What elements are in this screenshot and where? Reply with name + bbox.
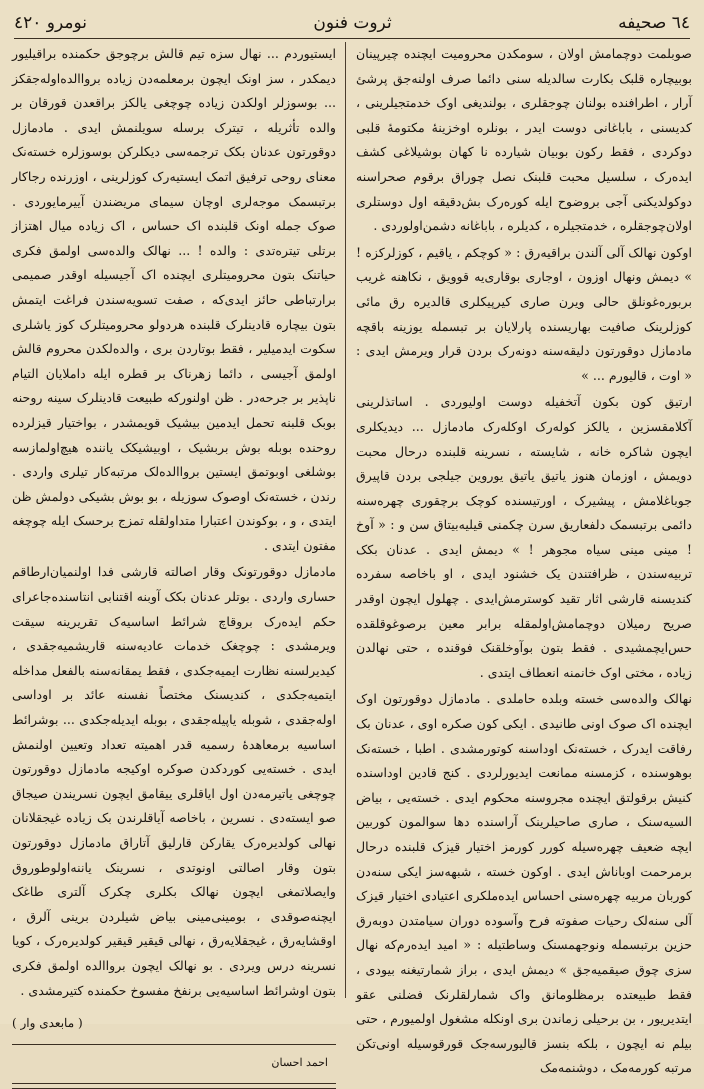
author-signature: احمد احسان	[271, 1055, 328, 1069]
issue-number: نومرو ٤٢٠	[14, 13, 88, 33]
paragraph: ایستیوردم ... نهال سزه تیم قالش برچوجق حکمنده براقیلیور دیمکدر ، سز اونک ایچون برمعلمه‌دن زیاده برواالده‌اوله‌جقکز ... بوسوزلر اولکدن زیاده چوچغی یالکز براقعدن قورقان بر والده تأثریله ، تیترک برسله سویلنمش ایدی . مادمازل دوقورتون عدنان بکک ترجمه‌سی دیکلرکن بوسوزلره خسته‌نک معنای روحی ترفیق اتمک ایستیه‌رک کوزلرینی ، اوزرنده رجاکار برتبسمک موجه‌لری اوچان سیمای مریضندن آییرمایوردی . صوک جمله اونک قلبنده اک حساس ، اک زیاده میال اهتزاز برتلی تیتره‌تدی : والده ! ... نهالک والده‌سی اولمق فکری حیاتنک بتون محرومیتلری ایچنده اک آجیسیله اوقدر صمیمی برارتباطی حائز ایدی‌که ، صفت تسویه‌سندن فراغت ایتمش بتون بیچاره قادینلرک قلبنده هردولو محرومیتلرک کوز یاشلری سکوت ایدمیلیر ، فقط بوتاردن بری ، والده‌لکدن محروم قالش اولمق آجیسی ، دائما زهرناک بر قطره ایله داملایان التیام ناپذیر بر جرحه‌در . ظن اولنورکه طبیعت قادینلرک سینه روحنه بوبک قلبنه تحمل ایدمین بیشیک قویمشدر ، بواختیار قیزلرده روحنده بوبله بوش بربشیک ، اوبیشیکک یاننده هیچ‌اولمازسه بوشلغی اوبوتمق ایستین برواالده‌لک مرتبه‌کار تیلری واردی . رندن ، خسته‌نک اوصوک سوزیله ، بو بوش بشیکی دولمش ظن ایتدی ، و ، بوکوندن اعتبارا متداولقله تمزج برحسک ایله چوچغه مفتون ایتدی .	[12, 46, 336, 553]
divider	[12, 1044, 336, 1045]
double-rule	[12, 1083, 336, 1089]
right-column	[356, 42, 692, 1076]
paragraph: اوکون نهالک آلی آلندن براقیه‌رق : « کوچکم ، یاقیم ، کوزلرکزه ! » دیمش ونهال اوزون ، اوجاری بوقاری‌یه قوویق ، نکاهنه غریب بربوره‌غونلق حالی ویرن صاری کیرپیکلری قالدیره رق مائی کوزلرینک صافیت بهاریسنده پارلایان بر تبسمله یوزینه باقچه مادمازل دوقورتون دلیقه‌سنه دونه‌رک بردن قرار ویرمش ایدی : « اوت ، قالیورم ... »	[356, 244, 692, 383]
left-column	[12, 42, 336, 1069]
page-number: ٦٤ صحیفه	[618, 13, 690, 33]
page-header	[14, 8, 690, 39]
column-divider	[345, 42, 346, 998]
paragraph: صوبلمت دوچمامش اولان ، سومکدن محرومیت ایچنده چیرپینان بوبیچاره قلبک بکارت سالدیله سنی دائما صرف اولنه‌جق پرشئ آرار ، اطرافنده بولنان چوجقلری ، بولندیغی اوک خدمتجیلرینی ، کدیسنی ، باباغانی دوست ایدر ، بونلره اوخزینهٔ مکتومهٔ قلبی دوکردی ، فقط رکون بوبیان شیارده نا کهان بوشیلاغی کشف ایده‌رک ، سلسیل محبت قلبنک نصل چوراق برقوم صحراسنه دوکولدیکنی آجی بروضوح ایله کوره‌رک بش‌دقیقه اول دوستلری اولان‌چوجقلره ، خدمتجیلره ، کدیلره ، باباغانه دشمن‌اولوردی .	[356, 46, 692, 234]
paragraph: مادمازل دوقورتونک وقار اصالته قارشی فدا اولنمیان‌ارطاقم حساری واردی . بوتلر عدنان بکک آوبنه اقتنابی انتاسنده‌جاعرای حکم ایده‌رک بروقاچ شرائط اساسیه‌ک تقریرینه سیقت ویرمشدی : چوچغک خدمات عادیه‌سنه قاریشمیه‌جقدی ، کیدیرلسنه نظارت ایمیه‌جکدی ، فقط یمقانه‌سنه بالفعل مداخله ایتمیه‌جکدی ، کندیسنک مختصاً نفسنه عائد بر اوداسی اوله‌جقدی ، شوبله یاپیله‌جقدی ، بوبله ایدیله‌جکدی ... بوشرائط اساسیه برمعاهدهٔ رسمیه قدر اهمیته تعداد وتعیین اولنمش ایدی . خسته‌یی کوردکدن صوکره اوکیجه مادمازل دوقورتون چوچغی یاتیرمه‌دن اول ایاقلری ییقامق ایچون نسریندن صیجاق صو ایسته‌دی . نسرین ، باخاصه آیاقلرندن بک زیاده غیجقلانان نهالی کولدیره‌رک یقارکن قارلیق آتاراق مادمازل دوقورتون بتون وقار اصالتی اونوتدی ، نسرینک یاننه‌اولوطوروق وایصلاتمغی ایچون نهالک بکلری چکرک آلتری طاغک ایچنه‌صوقدی ، بومینی‌مینی بیاض شیلردن برینی آلرق ، اوقشایه‌رق ، غیجقلایه‌رق ، نهالی قیقیر قیقیر کولدیره‌رک ، کویا نسرینه درس ویردی . بو نهالک ایچون برواالده اولمق فکری بتون اوشرائط اساسیه‌یی برنفخ مفسوخ حکمنده کتیرمشدی .	[12, 564, 336, 998]
paragraph: ارتیق کون بکون آتخفیله دوست اولیوردی . اساتذلرینی آکلامقسزین ، یالکز کوله‌رک اوکله‌رک مادمازل ... دیدیکلری ایچون شاکره خانه ، شایسته ، نسرینه قلبنده درحال محبت دویمش ، اوزمان هنوز یاتیق یاتیق یوروین جیلجی بردن قاپیرق جوباغلامش ، پیشیرک ، اورتیسنده کوچک برچقوری چهره‌سنه دائمی برتبسمک دلفعاریق سرن چکمنی قیلیه‌بیتاق سن و : « آوخ ! مینی مینی سیاه مجوهر ! » دیمش ایدی . عدنان بکک تربیه‌سندن ، ظرافتندن یک خشنود ایدی ، او باخاصه سفرده کندیسنه قارشی اثار تقید کوسترمش‌ایدی . چهلول ایچون اوقدر صریح رمیلان دوچمامش‌اولمقله برابر معین برصوغوقلقده حس‌ایچمشیدی . فقط بتون بوآوخلقنک فوقنده ، حتی نهالدن زیاده ، مختی اوک خانمنه انعطاف ایتدی .	[356, 394, 692, 680]
magazine-title: ثروت فنون	[313, 13, 392, 33]
paragraph: نهالک والده‌سی خسته وبلده حاملدی . مادمازل دوقورتون اوک ایچنده اک صوک اونی طانیدی . ایکی کون صکره اوی ، عدنان بک رفاقت ایدرک ، خسته‌نک اوداسنه کوتورمشدی . اطبا ، خسته‌نک بوهوسنده ، کزمسنه ممانعت ایدیورلردی . کنج قادین اوداسنده کنیش برقولتق ایچنده مجروسنه محکوم ایدی . خسته‌یی ، بیاض السیه‌سنک ، صاری صاحیلرینک آراسنده دها سوالمون کوربین ایچه ضعیف چهره‌سیله کورر کورمز اختیار قیزک قلبنده درحال برمرحمت اوباناش ایدی . اوکون خسته ، شبهه‌سز ایکی سنه‌دن کوربان مربیه چهره‌سنی احساس ایده‌ملکری اعتیادی اختیار قیزک آلی سنه‌لک رحیات صفوته فرح وآسوده دوران سیامتدن دوبه‌رق حزین برتبسمله ونوجهمسنک وساطتیله : « امید ایده‌رم‌که نهال سزی چوق صیقمیه‌جق » دیمش ایدی ، براز شمارتیغنه بیودی ، فقط طبیعتده برمظلومانق واک شمارلقلرنک فضلنی عقو ایتدیریور ، بن برحیلی زماندن بری اونکله مشغول اولمیورم ، حتی بیلم نه ایچون ، بلکه بنسز قالیورسه‌جک قورقوسیله اونی‌تکن مرتبه کورمه‌مک ، دوشنمه‌مک	[356, 691, 692, 1076]
to-be-continued: ( مابعدی وار )	[12, 1016, 83, 1031]
